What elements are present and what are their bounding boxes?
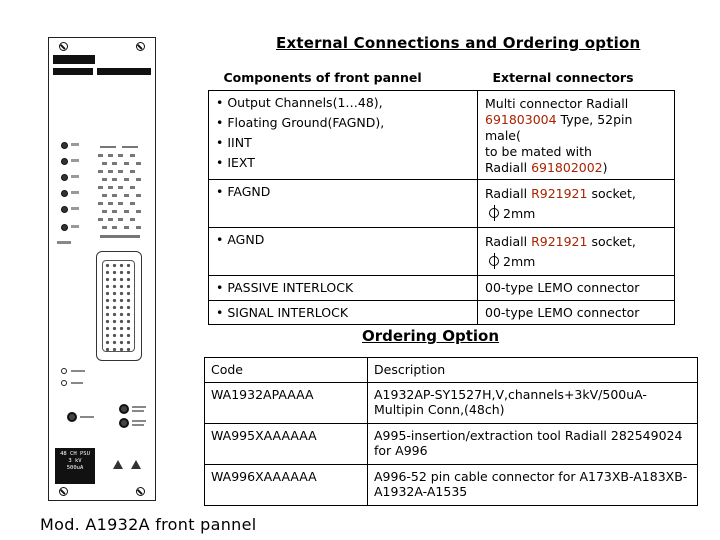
rating-plate: 48 CH PSU 3 kV 500uA [55, 448, 95, 484]
header-components: Components of front pannel [209, 66, 478, 91]
order-description: A996-52 pin cable connector for A173XB-A183XB-A1932A-A1535 [368, 465, 698, 506]
part-number: 691803004 [485, 112, 557, 127]
front-panel-caption: Mod. A1932A front pannel [40, 515, 257, 534]
ordering-table [204, 357, 698, 506]
status-led [61, 190, 79, 198]
passive-interlock-lemo-icon [67, 412, 77, 422]
screw-icon [136, 487, 145, 496]
warning-triangle-icon [131, 460, 141, 469]
order-description: A995-insertion/extraction tool Radiall 282549024 for A996 [368, 424, 698, 465]
agnd-socket-icon [61, 380, 67, 386]
header-description: Description [368, 358, 698, 383]
component-item: • Floating Ground(FAGND), [216, 115, 385, 130]
connector-text: 00-type LEMO connector [478, 276, 675, 301]
fagnd-socket-icon [61, 368, 67, 374]
screw-icon [59, 42, 68, 51]
model-label-plate [53, 55, 95, 64]
screw-icon [59, 487, 68, 496]
header-connectors: External connectors [478, 66, 675, 91]
connector-text: 00-type LEMO connector [478, 301, 675, 325]
table-row [205, 424, 698, 465]
connections-table [208, 66, 675, 325]
part-number: R921921 [531, 186, 588, 201]
diameter-icon [489, 255, 501, 267]
order-code: WA996XAAAAAA [205, 465, 368, 506]
table-row [209, 276, 675, 301]
multipin-connector [96, 251, 142, 361]
table-row: • FAGND Radiall R921921 socket, 2mm [209, 180, 675, 228]
component-item: • Output Channels(1…48), [216, 95, 383, 110]
table-row [209, 301, 675, 325]
status-led [61, 206, 79, 214]
model-label-plate [97, 68, 151, 75]
order-code: WA995XAAAAAA [205, 424, 368, 465]
part-number: R921921 [531, 234, 588, 249]
component-item: • FAGND [209, 180, 478, 228]
connections-title: External Connections and Ordering option [276, 34, 641, 52]
component-item: • IINT [216, 135, 252, 150]
table-row [205, 383, 698, 424]
table-header-row [209, 66, 675, 91]
model-label-plate [53, 68, 93, 75]
screw-icon [136, 42, 145, 51]
warning-triangle-icon [113, 460, 123, 469]
order-code: WA1932APAAAA [205, 383, 368, 424]
front-panel-drawing [48, 37, 156, 501]
component-item: • AGND [209, 228, 478, 276]
led-caption-mark [57, 241, 71, 244]
table-row: • AGND Radiall R921921 socket, 2mm [209, 228, 675, 276]
ordering-title: Ordering Option [362, 327, 500, 345]
pin-map-diagram [96, 144, 148, 240]
signal-lemo-icon [119, 404, 129, 414]
diameter-icon [489, 207, 501, 219]
table-row [205, 465, 698, 506]
status-led [61, 158, 79, 166]
table-row: • Output Channels(1…48), • Floating Ground(FAGND), • IINT • IEXT Multi connector Radiall 691803004 Type, 52pin male( to be mated with Radiall 691802002) [209, 91, 675, 180]
status-led [61, 174, 79, 182]
component-item: • PASSIVE INTERLOCK [209, 276, 478, 301]
status-led [61, 224, 79, 232]
component-item: • SIGNAL INTERLOCK [209, 301, 478, 325]
table-header-row [205, 358, 698, 383]
header-code: Code [205, 358, 368, 383]
status-led [61, 142, 79, 150]
order-description: A1932AP-SY1527H,V,channels+3kV/500uA-Multipin Conn,(48ch) [368, 383, 698, 424]
component-item: • IEXT [216, 155, 255, 170]
connector-text: Multi connector Radiall [485, 96, 629, 111]
part-number: 691802002 [531, 160, 603, 175]
signal-lemo-icon [119, 418, 129, 428]
